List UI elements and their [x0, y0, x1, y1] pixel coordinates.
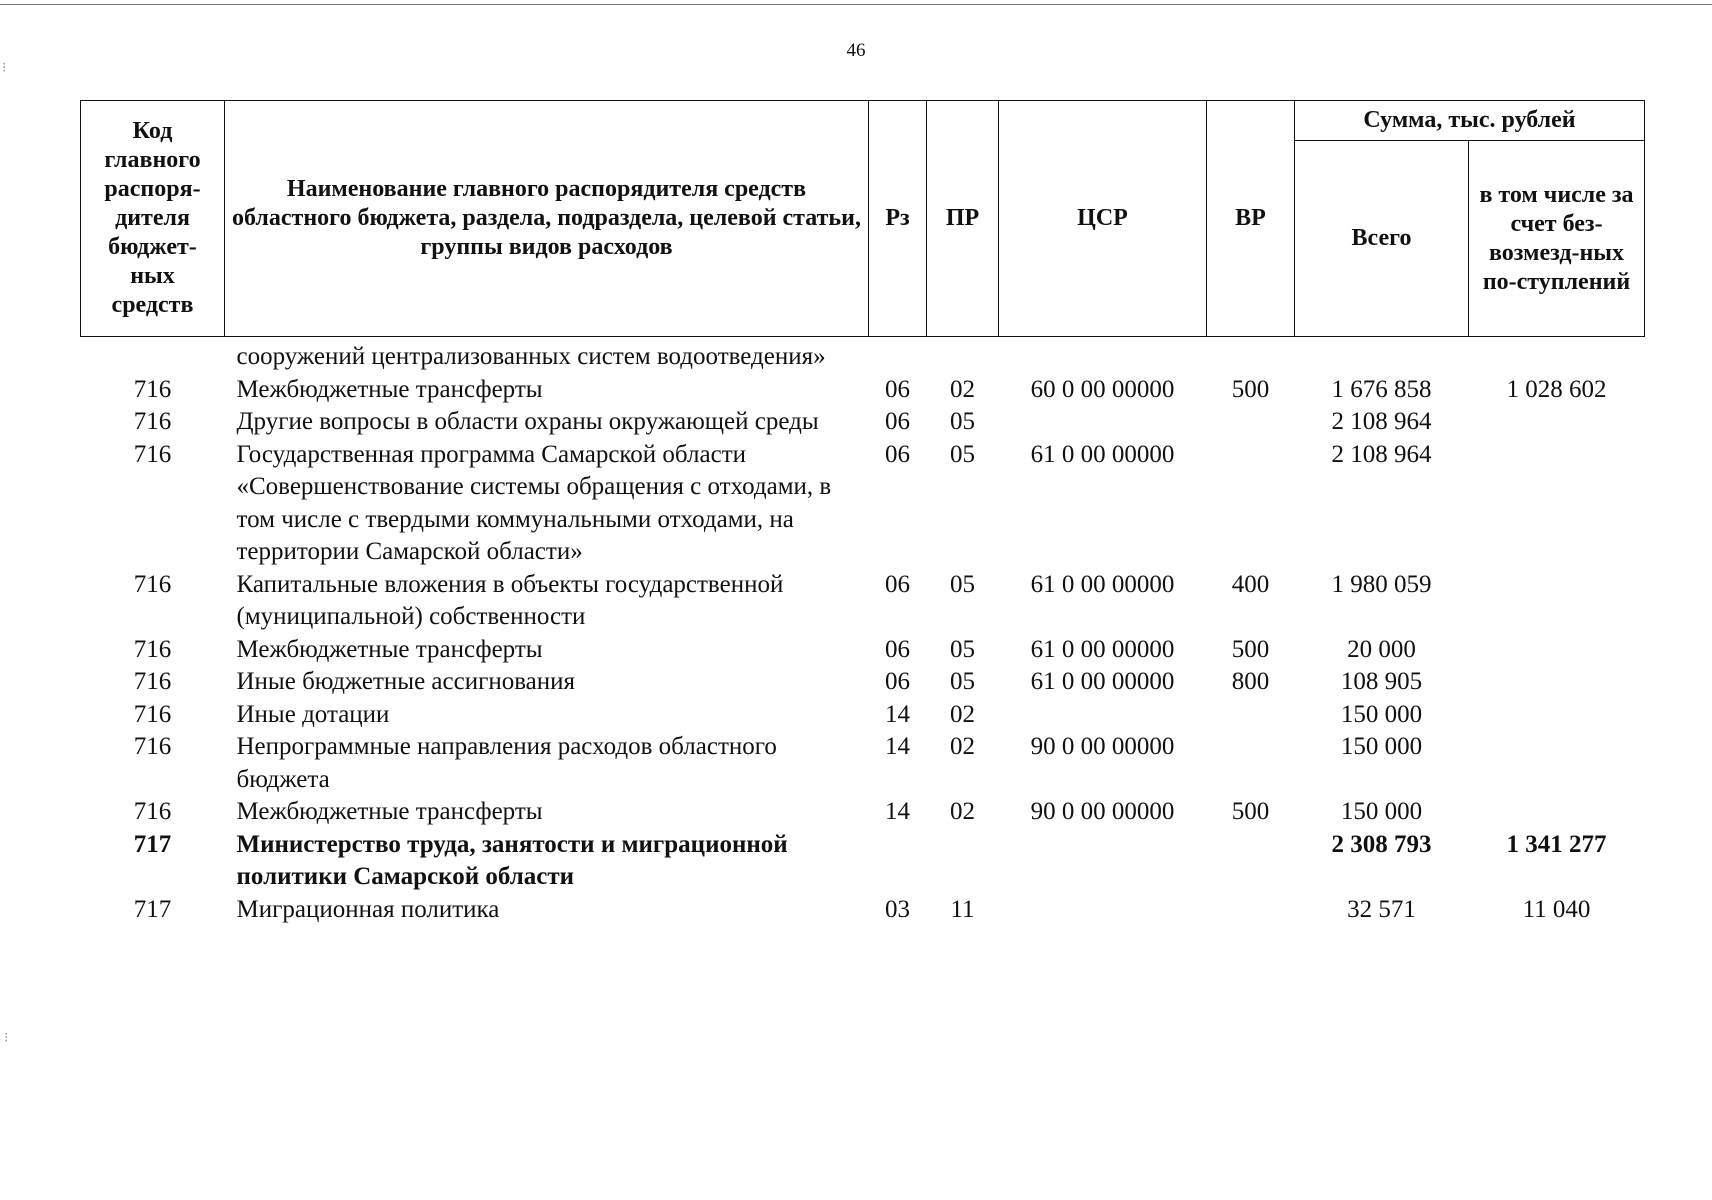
- top-rule: [0, 4, 1712, 5]
- cell-name: Межбюджетные трансферты: [236, 635, 543, 663]
- cell-free: [1469, 406, 1645, 439]
- table-row: [81, 699, 1645, 732]
- cell-rz: 14: [885, 798, 910, 825]
- table-row: [81, 406, 1645, 439]
- cell-pr: 02: [950, 733, 975, 760]
- cell-name: Иные бюджетные ассигнования: [236, 668, 576, 695]
- cell-vr: [1207, 894, 1295, 927]
- table-header: [81, 101, 1645, 337]
- cell-total: 32 571: [1347, 895, 1416, 923]
- cell-total: 150 000: [1340, 798, 1423, 825]
- header-pr: ПР: [927, 101, 999, 337]
- header-free: в том числе за счет без-возмезд-ных по-ступлений: [1469, 141, 1645, 337]
- cell-rz: 06: [885, 375, 910, 403]
- cell-name: Иные дотации: [236, 700, 390, 728]
- cell-total: 20 000: [1347, 635, 1416, 663]
- cell-free: [1469, 731, 1645, 796]
- table-row: [81, 796, 1645, 829]
- cell-code: 716: [133, 408, 172, 435]
- header-name: Наименование главного распорядителя средств областного бюджета, раздела, подраздела, целевой статьи, группы видов расходов: [225, 101, 869, 337]
- cell-vr: 500: [1231, 635, 1270, 663]
- cell-total: 2 308 793: [1331, 830, 1432, 858]
- cell-csr: 90 0 00 00000: [1030, 733, 1175, 760]
- cell-pr: 05: [950, 570, 975, 598]
- cell-pr: [927, 337, 999, 374]
- cell-pr: 05: [950, 635, 975, 663]
- cell-name: Министерство труда, занятости и миграционной политики Самарской области: [236, 830, 788, 890]
- header-vr: ВР: [1207, 101, 1295, 337]
- cell-vr: 500: [1231, 375, 1270, 403]
- cell-code: 717: [133, 830, 172, 858]
- cell-free: [1469, 569, 1645, 634]
- cell-csr: [999, 829, 1207, 894]
- table-row: [81, 569, 1645, 634]
- cell-rz: 06: [885, 635, 910, 663]
- cell-total: 108 905: [1340, 668, 1423, 695]
- cell-vr: [1207, 829, 1295, 894]
- cell-free: 1 028 602: [1506, 375, 1607, 403]
- cell-rz: [869, 829, 927, 894]
- cell-name: Межбюджетные трансферты: [236, 375, 543, 403]
- cell-vr: [1207, 337, 1295, 374]
- cell-total: 150 000: [1340, 700, 1423, 728]
- cell-pr: 05: [950, 408, 975, 435]
- cell-csr: 61 0 00 00000: [1030, 440, 1175, 468]
- cell-free: [1469, 699, 1645, 732]
- table-row: [81, 666, 1645, 699]
- page-number: 46: [846, 40, 866, 61]
- cell-free: 11 040: [1522, 895, 1591, 923]
- cell-pr: 02: [950, 700, 975, 728]
- header-csr: ЦСР: [999, 101, 1207, 337]
- table-row: [81, 374, 1645, 407]
- cell-pr: 02: [950, 798, 975, 825]
- cell-rz: 14: [885, 733, 910, 760]
- cell-code: 716: [133, 798, 172, 825]
- cell-free: [1469, 796, 1645, 829]
- cell-name: Капитальные вложения в объекты государственной (муниципальной) собственности: [236, 570, 784, 630]
- cell-rz: 06: [885, 668, 910, 695]
- table-row: [81, 829, 1645, 894]
- header-sum: Сумма, тыс. рублей: [1295, 101, 1645, 141]
- cell-total: 2 108 964: [1331, 408, 1432, 435]
- table-row: [81, 731, 1645, 796]
- cell-total: 2 108 964: [1331, 440, 1432, 468]
- cell-pr: 11: [950, 895, 975, 923]
- cell-csr: [999, 894, 1207, 927]
- cell-vr: 500: [1231, 798, 1270, 825]
- header-rz: Рз: [869, 101, 927, 337]
- cell-csr: 90 0 00 00000: [1030, 798, 1175, 825]
- cell-vr: 800: [1231, 668, 1270, 695]
- cell-total: 1 980 059: [1331, 570, 1432, 598]
- header-total: Всего: [1295, 141, 1469, 337]
- cell-name: Непрограммные направления расходов областного бюджета: [236, 733, 777, 793]
- cell-rz: 06: [885, 570, 910, 598]
- cell-csr: [999, 699, 1207, 732]
- cell-csr: 60 0 00 00000: [1030, 375, 1175, 403]
- cell-free: [1469, 634, 1645, 667]
- cell-free: [1469, 666, 1645, 699]
- cell-pr: 05: [950, 440, 975, 468]
- cell-rz: 06: [885, 440, 910, 468]
- table-row: [81, 337, 1645, 374]
- cell-vr: [1207, 731, 1295, 796]
- cell-total: 150 000: [1340, 733, 1423, 760]
- table-row: [81, 439, 1645, 569]
- cell-name: Миграционная политика: [236, 895, 500, 923]
- cell-pr: 02: [950, 375, 975, 403]
- cell-code: 716: [133, 570, 172, 598]
- cell-code: 716: [133, 700, 172, 728]
- cell-total: [1295, 337, 1469, 374]
- cell-name: Другие вопросы в области охраны окружающей среды: [236, 408, 819, 435]
- cell-code: 716: [133, 733, 172, 760]
- cell-csr: [999, 406, 1207, 439]
- cell-code: 716: [133, 668, 172, 695]
- table-body: [81, 337, 1645, 927]
- scan-artifact: ⁝: [4, 1031, 9, 1046]
- cell-vr: [1207, 439, 1295, 569]
- cell-code: 716: [133, 635, 172, 663]
- cell-rz: 06: [885, 408, 910, 435]
- cell-csr: 61 0 00 00000: [1030, 668, 1175, 695]
- cell-code: 716: [133, 375, 172, 403]
- cell-rz: [869, 337, 927, 374]
- header-code: Код главного распоря-дителя бюджет-ных средств: [81, 101, 225, 337]
- table-row: [81, 894, 1645, 927]
- cell-total: 1 676 858: [1331, 375, 1432, 403]
- cell-pr: 05: [950, 668, 975, 695]
- cell-code: 717: [133, 895, 172, 923]
- cell-csr: 61 0 00 00000: [1030, 635, 1175, 663]
- cell-vr: [1207, 699, 1295, 732]
- cell-free: [1469, 439, 1645, 569]
- cell-vr: 400: [1231, 570, 1270, 598]
- cell-rz: 03: [885, 895, 910, 923]
- table-row: [81, 634, 1645, 667]
- cell-code: [81, 337, 225, 374]
- cell-name: Государственная программа Самарской области «Совершенствование системы обращения с отходами, в том числе с твердыми коммунальными отходами, на территории Самарской области»: [236, 440, 832, 565]
- cell-vr: [1207, 406, 1295, 439]
- cell-free: 1 341 277: [1506, 830, 1607, 858]
- cell-csr: 61 0 00 00000: [1030, 570, 1175, 598]
- budget-table: [80, 100, 1645, 926]
- cell-csr: [999, 337, 1207, 374]
- cell-code: 716: [133, 440, 172, 468]
- cell-free: [1469, 337, 1645, 374]
- scan-artifact: ⁝: [2, 61, 7, 76]
- cell-name: Межбюджетные трансферты: [236, 798, 543, 825]
- cell-rz: 14: [885, 700, 910, 728]
- cell-pr: [927, 829, 999, 894]
- cell-name: сооружений централизованных систем водоотведения»: [236, 343, 826, 370]
